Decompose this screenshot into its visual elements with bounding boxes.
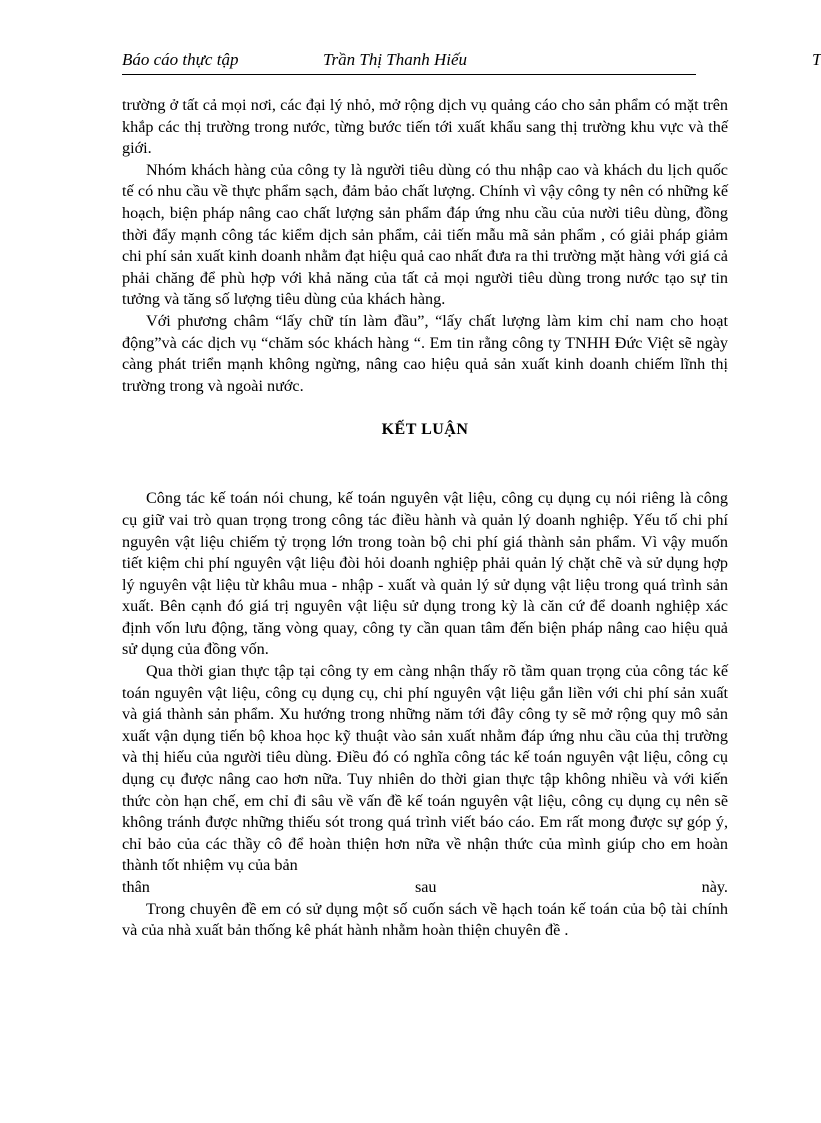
page-header [122,48,821,75]
conclusion-paragraph-2-last-line [122,877,728,899]
section-spacer [122,441,728,488]
section-title: KẾT LUẬN [381,421,469,439]
intro-paragraph-1: trường ở tất cả mọi nơi, các đại lý nhỏ, mở rộng dịch vụ quảng cáo cho sản phẩm có mặt trên khắp các thị trường trong nước, từng bước tiến tới xuất khẩu sang thị trường khu vực và thế giới. [122,96,728,158]
conclusion-paragraph-2: Qua thời gian thực tập tại công ty em càng nhận thấy rõ tầm quan trọng của công tác kế toán nguyên vật liệu, công cụ dụng cụ, chi phí nguyên vật liệu gắn liền với chi phí sản xuất và giá thành sản phẩm. Xu hướng trong những năm tới đây công ty sẽ mở rộng quy mô sản xuất vận dụng tiến bộ khoa học kỹ thuật vào sản xuất nhằm đáp ứng nhu cầu của thị trường và thị hiếu của người tiêu dùng. Điều đó có nghĩa công tác kế toán nguyên vật liệu, công cụ dụng cụ được nâng cao hơn nữa. Tuy nhiên do thời gian thực tập không nhiều và với kiến thức còn hạn chế, em chỉ đi sâu về vấn đề kế toán nguyên vật liệu, công cụ dụng cụ nên sẽ không tránh được những thiếu sót trong quá trình viết báo cáo. Em rất mong được sự góp ý, chỉ bảo của các thầy cô để hoàn thiện hơn nữa về nhận thức của mình giúp cho em hoàn thành tốt nhiệm vụ của bản [122,662,728,875]
intro-paragraph-3: Với phương châm “lấy chữ tín làm đầu”, “lấy chất lượng làm kim chỉ nam cho hoạt động”và các dịch vụ “chăm sóc khách hàng “. Em tin rằng công ty TNHH Đức Việt sẽ ngày càng phát triển mạnh không ngừng, nâng cao hiệu quả sản xuất kinh doanh chiếm lĩnh thị trường trong và ngoài nước. [122,311,728,395]
spread-word-2: sau [414,878,437,896]
conclusion-paragraph-3: Trong chuyên đề em có sử dụng một số cuốn sách về hạch toán kế toán của bộ tài chính và của nhà xuất bản thống kê phát hành nhằm hoàn thiện chuyên đề . [122,899,728,940]
header-page-marker: T [812,50,821,69]
document-body [122,95,728,942]
header-author-name: Trần Thị Thanh Hiếu [323,50,468,69]
spread-word-1: thân [122,878,150,896]
intro-paragraph-2: Nhóm khách hàng của công ty là người tiêu dùng có thu nhập cao và khách du lịch quốc tế có nhu cầu về thực phẩm sạch, đảm bảo chất lượng. Chính vì vậy công ty nên có những kế hoạch, biện pháp nâng cao chất lượng sản phẩm đáp ứng nhu cầu của nười tiêu dùng, đồng thời đẩy mạnh công tác kiểm dịch sản phẩm, cải tiến mẫu mã sản phẩm , có giải pháp giảm chi phí sản xuất kinh doanh nhằm đạt hiệu quả cao nhất đưa ra thi trường mặt hàng với giá cả phải chăng để phù hợp với khả năng của tất cả mọi người tiêu dùng trong nước tạo sự tin tưởng và tăng số lượng tiêu dùng của khách hàng. [122,160,728,309]
conclusion-paragraph-1: Công tác kế toán nói chung, kế toán nguyên vật liệu, công cụ dụng cụ nói riêng là công cụ giữ vai trò quan trọng trong công tác điều hành và quản lý doanh nghiệp. Yếu tố chi phí nguyên vật liệu chiếm tỷ trọng lớn trong toàn bộ chi phí giá thành sản phẩm. Vì vậy muốn tiết kiệm chi phí nguyên vật liệu đòi hỏi doanh nghiệp phải quản lý chặt chẽ và sử dụng hợp lý nguyên vật liệu từ khâu mua - nhập - xuất và quản lý sử dụng vật liệu trong quá trình sản xuất. Bên cạnh đó giá trị nguyên vật liệu sử dụng trong kỳ là căn cứ để doanh nghiệp xác định vốn lưu động, tăng vòng quay, công ty cần quan tâm đến biện pháp nâng cao hiệu quả sử dụng của đồng vốn. [122,489,728,659]
spread-word-3: này. [701,878,728,896]
header-report-title: Báo cáo thực tập [122,50,239,69]
